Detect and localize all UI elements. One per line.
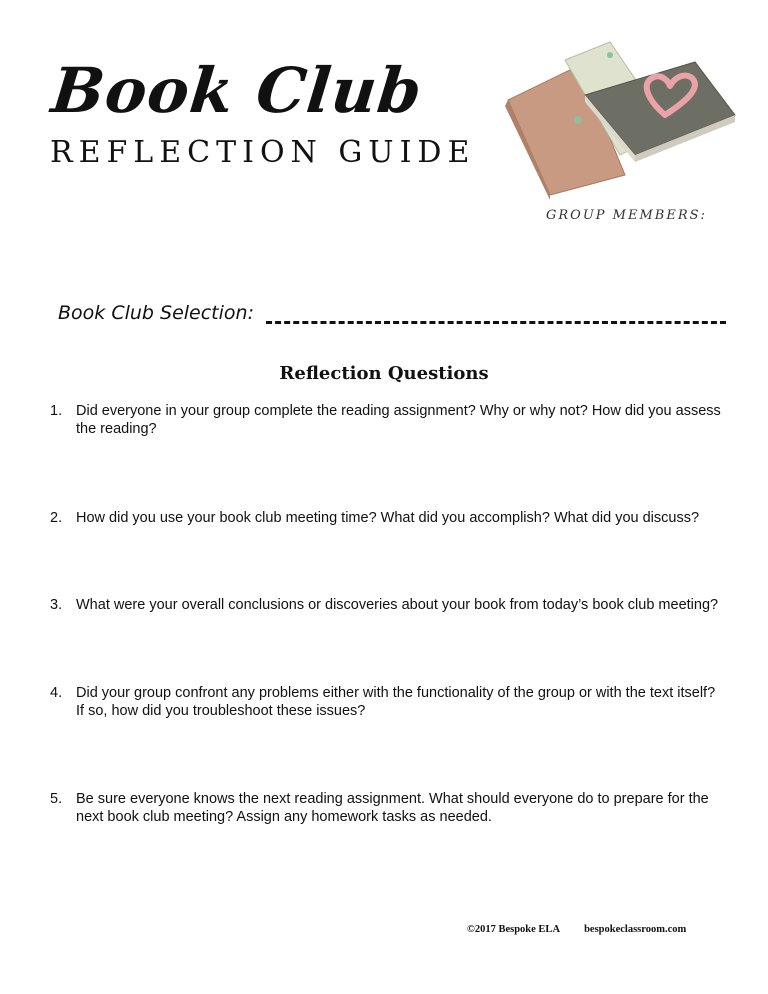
question-text: Be sure everyone knows the next reading assignment. What should everyone do to prepare for the next book club meeting? Assign any homework tasks as needed. (76, 791, 709, 825)
section-title: Reflection Questions (279, 363, 489, 384)
page-title: Book Club (48, 54, 426, 127)
book-selection-label: Book Club Selection: (58, 302, 254, 324)
question-text: Did your group confront any problems either with the functionality of the group or with the text itself? If so, how did you troubleshoot these issues? (76, 685, 716, 719)
question-number: 2. (50, 510, 63, 526)
page-subtitle: REFLECTION GUIDE (50, 135, 476, 170)
book-selection-field (58, 302, 726, 324)
question-text: Did everyone in your group complete the reading assignment? Why or why not? How did you assess the reading? (76, 403, 721, 437)
question-number: 4. (50, 685, 63, 701)
question-item (50, 596, 722, 614)
stack-of-books-with-heart-icon (500, 40, 740, 200)
question-item (50, 790, 722, 826)
question-item (50, 402, 722, 438)
question-number: 5. (50, 791, 63, 807)
question-item (50, 509, 722, 527)
book-selection-blank[interactable] (266, 307, 726, 324)
question-number: 1. (50, 403, 63, 419)
website-link[interactable]: bespokeclassroom.com (584, 924, 687, 935)
question-text: How did you use your book club meeting time? What did you accomplish? What did you discuss? (76, 510, 700, 526)
question-number: 3. (50, 597, 63, 613)
question-text: What were your overall conclusions or discoveries about your book from today’s book club meeting? (76, 597, 719, 613)
copyright-text: ©2017 Bespoke ELA (467, 924, 560, 935)
footer (467, 924, 686, 935)
question-item (50, 684, 722, 720)
group-members-label: GROUP MEMBERS: (546, 208, 707, 223)
